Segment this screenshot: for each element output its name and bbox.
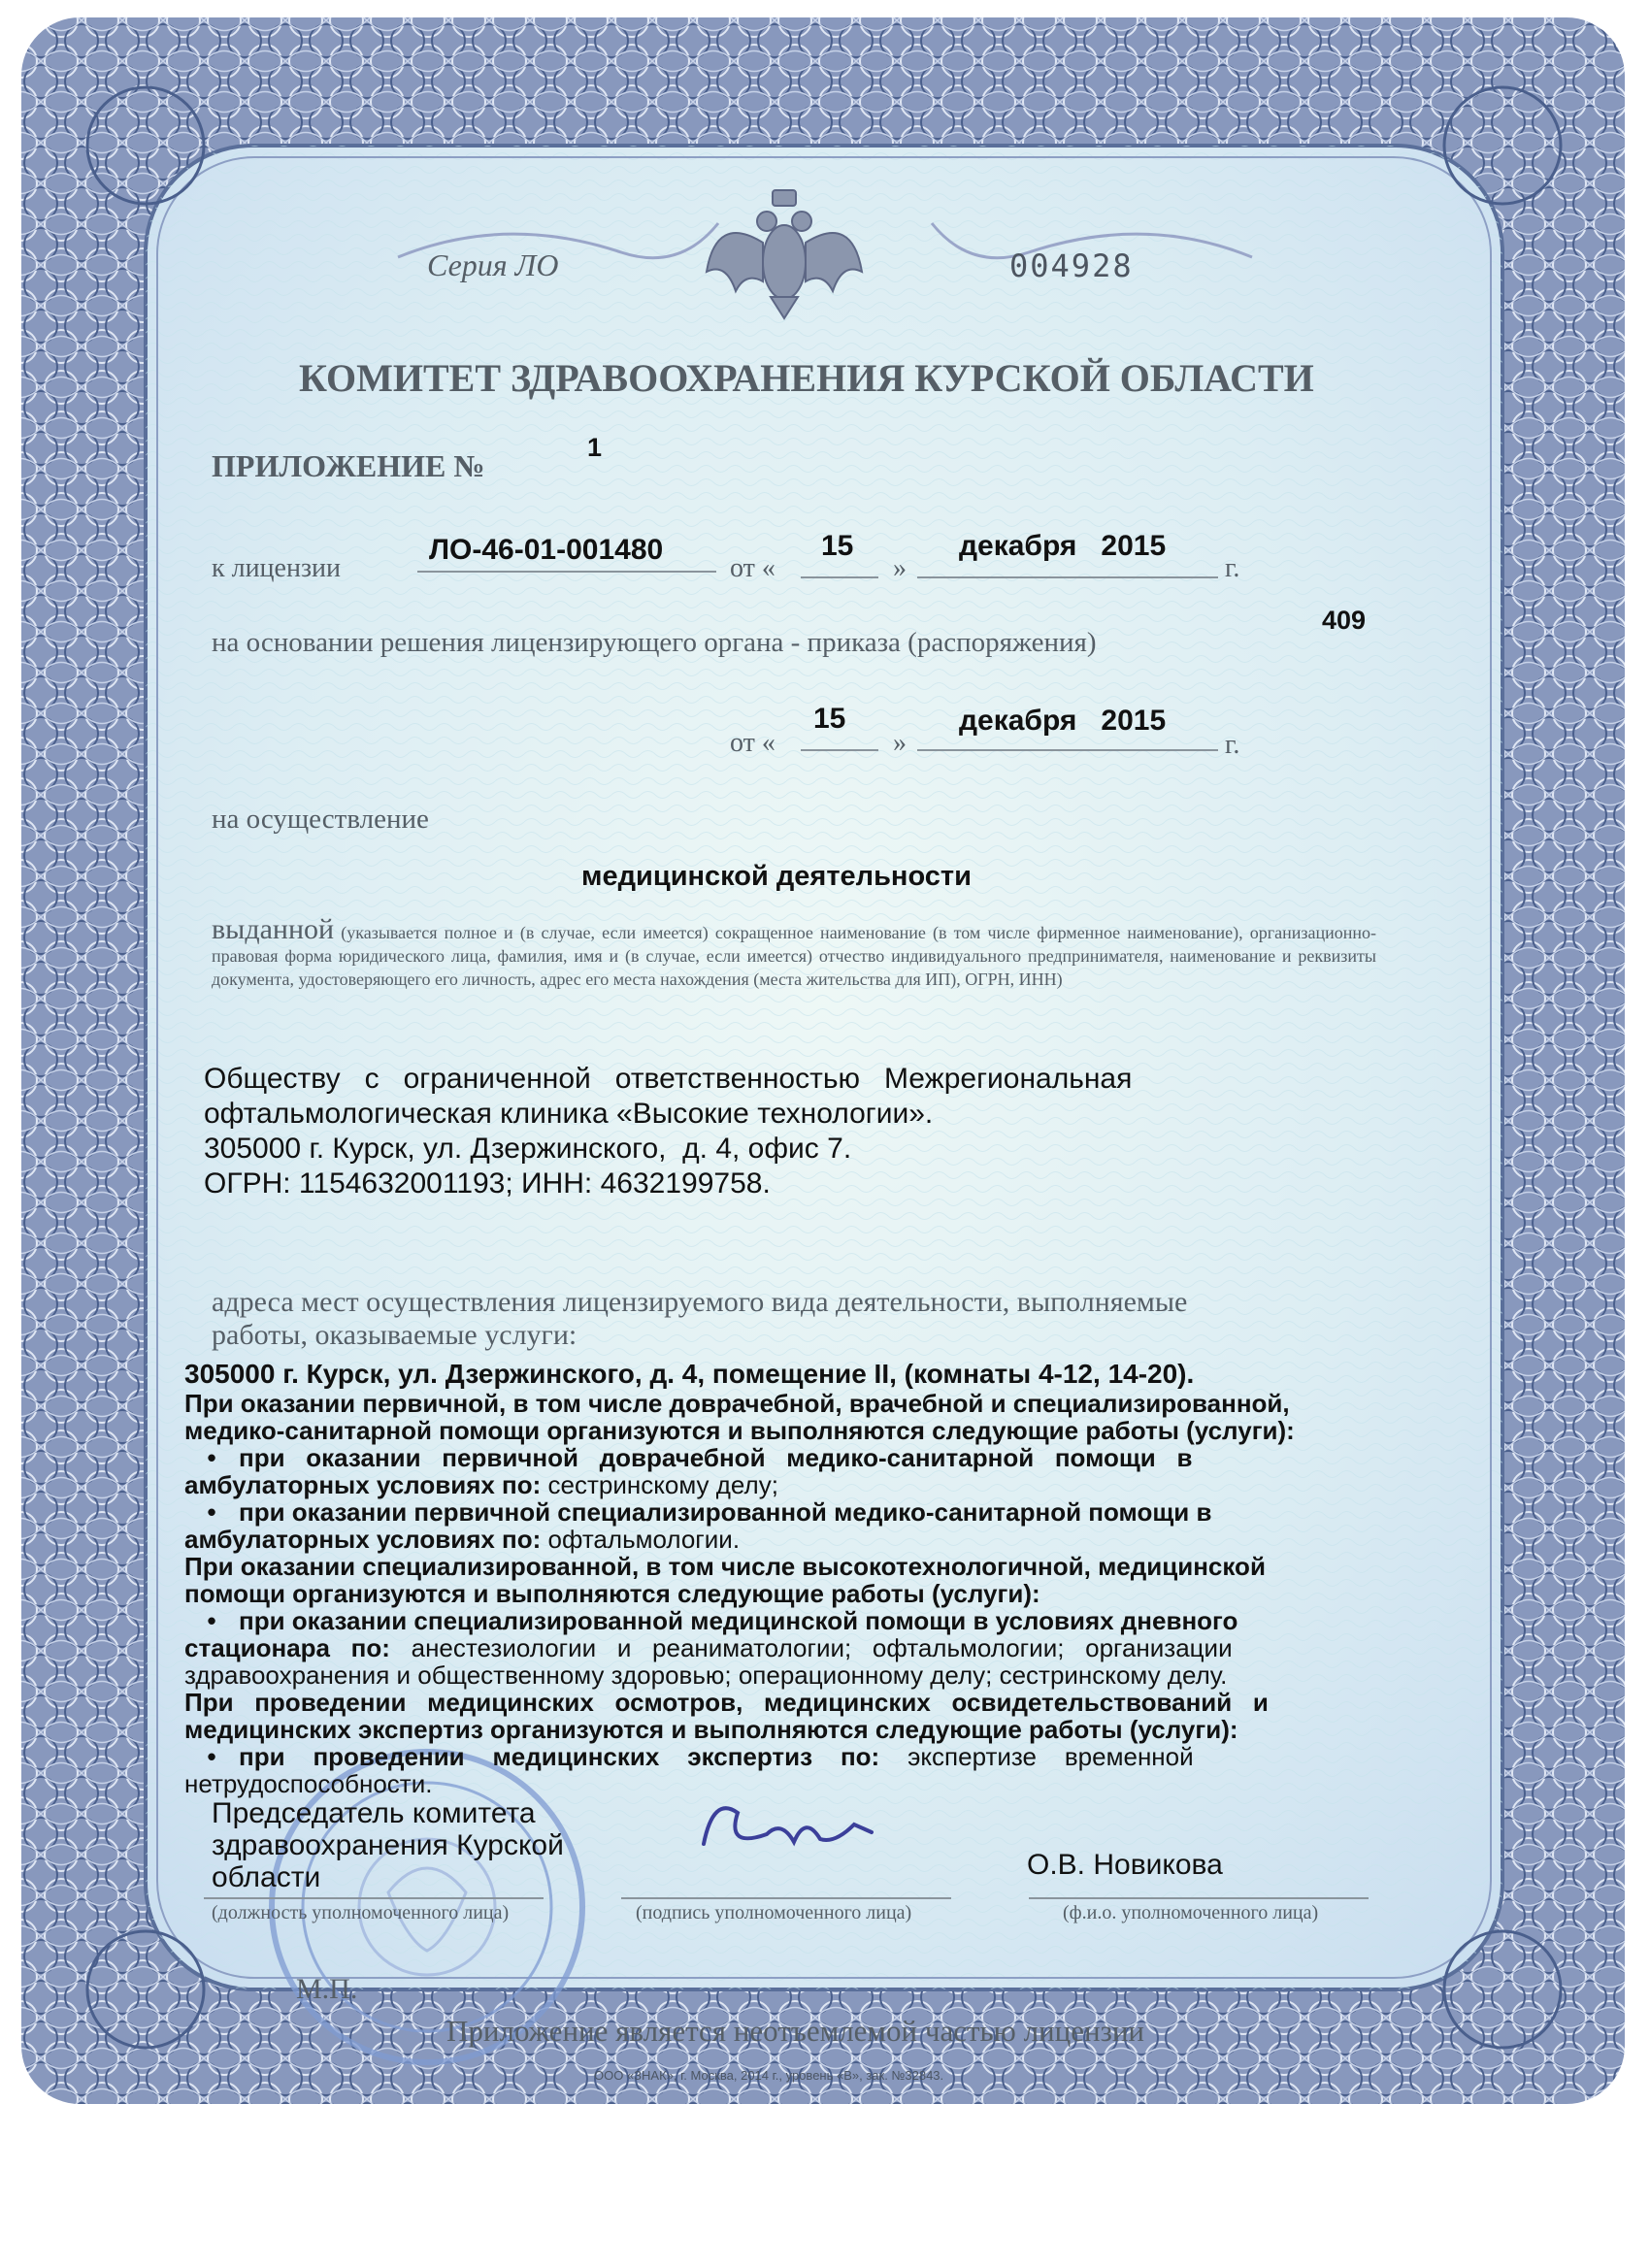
services-block [184,1359,1388,1797]
license-day: 15 [821,530,854,562]
service-item-day-hospital: • при оказании специализированной медицинской помощи в условиях дневного [184,1607,1388,1634]
license-number-line [417,571,716,573]
footer-note: Приложение является неотъемлемой частью лицензии [446,2014,1145,2048]
printer-imprint: ООО «ЗНАК», г. Москва, 2014 г., уровень «В», зак. №32843. [594,2068,944,2083]
license-number: ЛО-46-01-001480 [429,534,664,566]
issued-block [212,913,1377,991]
organization-name-line2: офтальмологическая клиника «Высокие технологии». [204,1098,934,1130]
specialized-care-heading-line1: При оказании специализированной, в том числе высокотехнологичной, медицинской [184,1552,1266,1581]
license-close-quote: » [893,553,907,583]
addresses-label [212,1286,1187,1352]
license-date-line [917,576,1218,578]
service-item-expertise-line2: нетрудоспособности. [184,1769,433,1798]
license-month-year: декабря 2015 [959,530,1167,562]
name-caption: (ф.и.о. уполномоченного лица) [1063,1902,1319,1923]
specialized-care-heading-line2: помощи организуются и выполняются следующие работы (услуги): [184,1579,1040,1608]
service-item-day-hospital-line2: стационара по: анестезиологии и реаниматологии; офтальмологии; организации [184,1633,1233,1662]
primary-care-heading-line1: При оказании первичной, в том числе доврачебной, врачебной и специализированной, [184,1389,1290,1418]
service-item-ophthalmology: • при оказании первичной специализированной медико-санитарной помощи в [184,1498,1388,1526]
activity-label: на осуществление [212,804,429,835]
examinations-heading-line2: медицинских экспертиз организуются и выполняются следующие работы (услуги): [184,1715,1238,1744]
basis-month-year: декабря 2015 [959,705,1167,737]
addresses-label-line1: адреса мест осуществления лицензируемого вида деятельности, выполняемые [212,1286,1188,1318]
license-prefix: к лицензии [212,553,341,583]
examinations-heading-line1: При проведении медицинских осмотров, медицинских освидетельствований и [184,1688,1269,1717]
position-line [204,1897,544,1899]
addresses-label-line2: работы, оказываемые услуги: [212,1319,578,1351]
organization-ids: ОГРН: 1154632001193; ИНН: 4632199758. [204,1167,771,1200]
service-item-nursing-line2: амбулаторных условиях по: сестринскому делу; [184,1470,778,1499]
primary-care-heading-line2: медико-санитарной помощи организуются и выполняются следующие работы (услуги): [184,1416,1295,1445]
series-label: Серия ЛО [427,247,559,282]
service-address: 305000 г. Курск, ул. Дзержинского, д. 4, помещение II, (комнаты 4-12, 14-20). [184,1359,1195,1389]
bullet-icon: • [207,1606,216,1635]
service-item-nursing: • при оказании первичной доврачебной медико-санитарной помощи в [184,1444,1388,1471]
signature-line [621,1897,951,1899]
basis-date-line [917,749,1218,751]
seal-label: М.П. [296,1973,358,2005]
organization-name-line1: Обществу с ограниченной ответственностью Межрегиональная [204,1063,1133,1095]
form-number: 004928 [1009,247,1134,284]
bullet-icon: • [207,1443,216,1472]
basis-close-quote: » [893,728,907,758]
basis-year-suffix: г. [1225,730,1240,760]
position-caption: (должность уполномоченного лица) [212,1902,510,1923]
bullet-icon: • [207,1497,216,1527]
appendix-number: 1 [587,433,603,462]
name-line [1029,1897,1369,1899]
service-item-ophthalmology-line2: амбулаторных условиях по: офтальмологии. [184,1525,741,1554]
bullet-icon: • [207,1742,216,1771]
signature-caption: (подпись уполномоченного лица) [636,1902,912,1923]
license-year-suffix: г. [1225,553,1240,583]
service-item-day-hospital-line3: здравоохранения и общественному здоровью; операционному делу; сестринскому делу. [184,1660,1228,1690]
signatory-position: Председатель комитета здравоохранения Курской области [212,1797,564,1893]
organization-address: 305000 г. Курск, ул. Дзержинского, д. 4, офис 7. [204,1133,852,1165]
activity-value: медицинской деятельности [581,861,972,892]
authority-title: КОМИТЕТ ЗДРАВООХРАНЕНИЯ КУРСКОЙ ОБЛАСТИ [299,356,1314,400]
issued-hint: (указывается полное и (в случае, если имеется) сокращенное наименование (в том числе фирменное наименование), организационно-правовая форма юридического лица, фамилия, имя и (в случае, если имеется) отчество индивидуального предпринимателя, наименование и реквизиты документа, удостоверяющего его личность, адрес его места нахождения (места жительства для ИП), ОГРН, ИНН) [212,923,1377,989]
organization-block [204,1062,1369,1201]
basis-day-line [801,749,878,751]
license-day-line [801,576,878,578]
issued-label: выданной [212,913,335,945]
basis-day: 15 [813,703,846,735]
license-from-label: от « [730,553,776,583]
signatory-name: О.В. Новикова [1027,1849,1223,1881]
order-number: 409 [1322,606,1367,635]
service-item-expertise: • при проведении медицинских экспертиз по: экспертизе временной [184,1743,1388,1770]
basis-from-label: от « [730,728,776,758]
basis-text: на основании решения лицензирующего органа - приказа (распоряжения) [212,627,1097,658]
appendix-label: ПРИЛОЖЕНИЕ № [212,448,485,483]
